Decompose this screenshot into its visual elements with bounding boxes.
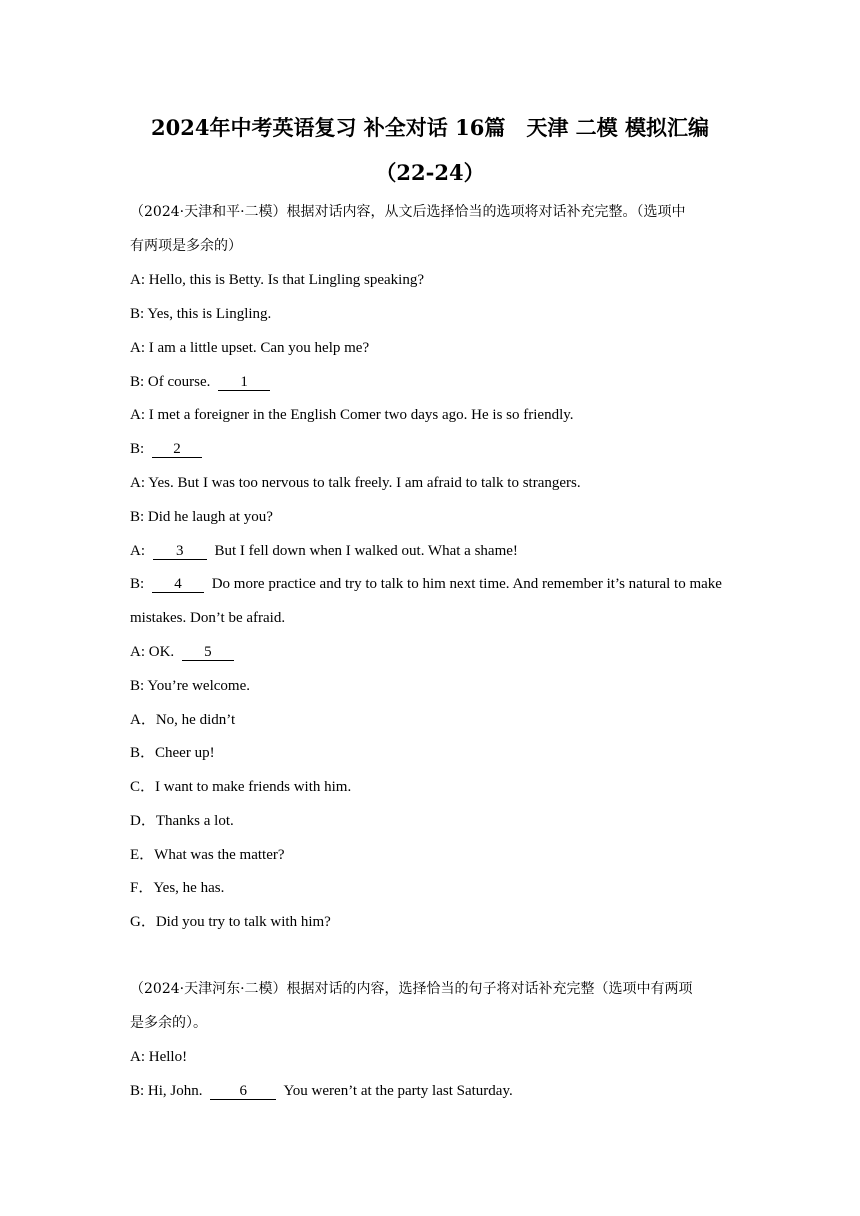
dialogue-line-with-blank [130, 642, 238, 662]
dialogue-line: mistakes. Don’t be afraid. [130, 610, 286, 626]
dialogue-line: B: Yes, this is Lingling. [130, 306, 272, 322]
dialogue-text: B: Hi, John. [130, 1083, 203, 1099]
dialogue-line: A: I am a little upset. Can you help me? [130, 340, 370, 356]
section2-instruction-line1: （2024·天津河东·二模）根据对话的内容，选择恰当的句子将对话补充完整（选项中有两项 [130, 981, 693, 997]
answer-blank-4: 4 [152, 576, 204, 593]
option-d: D．Thanks a lot. [130, 813, 234, 829]
dialogue-line-with-blank [130, 372, 274, 392]
section2-instruction-line2: 是多余的）。 [130, 1015, 207, 1031]
answer-blank-2: 2 [152, 441, 202, 458]
section1-instruction-line1: （2024·天津和平·二模）根据对话内容，从文后选择恰当的选项将对话补充完整。（选项中 [130, 204, 686, 220]
dialogue-text: Do more practice and try to talk to him next time. And remember it’s natural to make [211, 576, 722, 592]
dialogue-line-with-blank [130, 541, 518, 561]
dialogue-text: But I fell down when I walked out. What a shame! [214, 543, 518, 559]
answer-blank-3: 3 [153, 543, 207, 560]
dialogue-line-with-blank [130, 574, 722, 594]
answer-blank-6: 6 [210, 1083, 276, 1100]
dialogue-text: B: [130, 441, 145, 457]
dialogue-text: A: [130, 543, 145, 559]
dialogue-line: A: I met a foreigner in the English Comer two days ago. He is so friendly. [130, 407, 574, 423]
option-g: G．Did you try to talk with him? [130, 914, 331, 930]
document-title-range: （22-24） [375, 160, 485, 185]
dialogue-text: B: Of course. [130, 374, 211, 390]
document-title: 2024年中考英语复习 补全对话 16篇 天津 二模 模拟汇编 [151, 115, 709, 140]
section1-instruction-line2: 有两项是多余的） [130, 238, 242, 254]
dialogue-line: A: Yes. But I was too nervous to talk freely. I am afraid to talk to strangers. [130, 475, 581, 491]
dialogue-line: B: Did he laugh at you? [130, 509, 273, 525]
option-a: A．No, he didn’t [130, 712, 236, 728]
dialogue-line: B: You’re welcome. [130, 678, 250, 694]
answer-blank-5: 5 [182, 644, 234, 661]
dialogue-line: A: Hello, this is Betty. Is that Lingling speaking? [130, 272, 424, 288]
dialogue-line: A: Hello! [130, 1049, 188, 1065]
dialogue-line-with-blank [130, 1081, 513, 1101]
option-f: F．Yes, he has. [130, 880, 225, 896]
option-b: B．Cheer up! [130, 745, 215, 761]
option-e: E．What was the matter? [130, 847, 285, 863]
dialogue-line-with-blank [130, 439, 206, 459]
option-c: C．I want to make friends with him. [130, 779, 352, 795]
dialogue-text: B: [130, 576, 145, 592]
dialogue-text: You weren’t at the party last Saturday. [283, 1083, 513, 1099]
dialogue-text: A: OK. [130, 644, 175, 660]
answer-blank-1: 1 [218, 374, 270, 391]
